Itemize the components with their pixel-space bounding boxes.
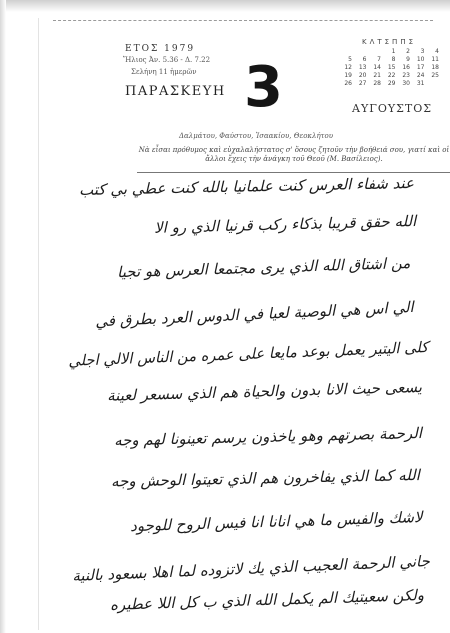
mini-calendar-day: 16 (402, 64, 410, 71)
mini-calendar-day: 13 (358, 64, 367, 71)
mini-calendar-day: 26 (344, 80, 352, 87)
mini-calendar-row (339, 64, 439, 72)
handwritten-line: جاني الرحمة العجيب الذي يك لاتزوده لما اهلا بسعود بالنية (72, 552, 431, 585)
day-number: 3 (244, 55, 283, 120)
mini-calendar-row (339, 72, 439, 80)
mini-calendar-day: 23 (402, 72, 410, 79)
mini-calendar-day: 29 (387, 80, 396, 87)
mini-calendar-day: 9 (406, 56, 410, 63)
mini-calendar-day: 11 (431, 56, 439, 63)
mini-calendar-day (354, 48, 367, 56)
mini-calendar-day (426, 80, 439, 88)
mini-calendar-day: 20 (358, 72, 367, 79)
mini-calendar-day: 22 (387, 72, 396, 79)
mini-calendar-day: 18 (431, 64, 439, 71)
handwritten-line: الله حقق قريبا بذكاء ركب قرنيا الذي رو الا (153, 212, 417, 237)
month-label: ΑΥΓΟΥΣΤΟΣ (352, 102, 433, 115)
mini-calendar-day: 19 (344, 72, 352, 79)
mini-calendar-day: 3 (420, 48, 425, 55)
mini-calendar-day: 6 (362, 56, 367, 63)
handwritten-text-area (62, 174, 432, 624)
scan-shadow-left (0, 0, 6, 633)
moon-age: Σελήνη 11 ἡμερῶν (131, 68, 197, 76)
mini-calendar-day: 17 (416, 64, 425, 71)
mini-calendar-day: 7 (377, 56, 381, 63)
header-divider (137, 172, 450, 173)
mini-calendar-row (339, 48, 439, 56)
handwritten-line: الرحمة بصرتهم وهو ياخذون يرسم تعينونا لهم وجه (113, 424, 423, 450)
page-top-perforation (53, 20, 433, 25)
handwritten-line: الي اس هي الوصية لعيا في الدوس العرد بطرق في (95, 298, 415, 331)
mini-calendar-day: 8 (391, 56, 396, 63)
scan-shadow-top (0, 0, 450, 12)
daily-quote: Νὰ εἶσαι πρόθυμος καὶ εὐχαλαλήστατος σ' ὅσους ζητοῦν τὴν βοήθειά σου, γιατί καὶ οἱ ἄλλοι ἔχεις τὴν ἀνάγκη τοῦ Θεοῦ (Μ. Βασίλειος). (138, 146, 450, 163)
mini-calendar-day: 28 (373, 80, 381, 87)
weekday-label: ΠΑΡΑΣΚΕΥΗ (125, 84, 226, 99)
mini-calendar-day: 27 (358, 80, 367, 87)
mini-calendar-day: 31 (416, 80, 425, 87)
handwritten-line: لاشك والفيس ما هي انانا انا فيس الروح للوجود (129, 508, 423, 536)
mini-calendar-row (339, 56, 439, 64)
handwritten-line: من اشتاق الله الذي يرى مجتمعا العرس هو تجيا (116, 254, 411, 282)
mini-calendar-day: 4 (435, 48, 439, 55)
handwritten-line: الله كما الذي يفاخرون هم الذي تعيتوا الوحش وجه (111, 466, 421, 491)
year-label: ΕΤΟΣ 1979 (125, 44, 196, 54)
mini-calendar-day: 30 (402, 80, 410, 87)
mini-calendar-day: 5 (348, 56, 352, 63)
mini-calendar-row (339, 80, 439, 88)
sunrise-sunset: Ἥλιος Ἀν. 5.36 - Δ. 7.22 (123, 56, 211, 64)
mini-calendar-grid (339, 48, 439, 88)
mini-calendar-day (368, 48, 381, 56)
mini-calendar-day: 24 (416, 72, 425, 79)
handwritten-line: ولكن سعيتيك الم يكمل الله الذي ب كل اللا عطيره (109, 586, 425, 614)
mini-calendar (339, 38, 439, 88)
mini-calendar-day: 1 (391, 48, 396, 55)
mini-calendar-day: 25 (431, 72, 439, 79)
handwritten-line: يسعى حيث الانا بدون والحياة هم الذي سسعر لعينة (106, 378, 423, 405)
mini-calendar-day: 12 (344, 64, 352, 71)
mini-calendar-day (339, 48, 352, 56)
mini-calendar-heading: ΚΛΤΣΠΠΣ (361, 38, 417, 46)
mini-calendar-day: 2 (406, 48, 410, 55)
handwritten-line: كلى اليتير يعمل بوعد مايعا على عمره من الناس الالي اجلي (67, 338, 429, 370)
mini-calendar-day: 10 (416, 56, 425, 63)
handwritten-line: عند شفاء العرس كنت علمانيا بالله كنت عطي بي كتب (78, 174, 415, 200)
mini-calendar-day: 21 (373, 72, 381, 79)
saints-of-day: Δαλμάτου, Φαύστου, Ἰσαακίου, Θεοκλήτου (179, 132, 333, 140)
mini-calendar-day: 14 (373, 64, 381, 71)
mini-calendar-day: 15 (387, 64, 396, 71)
